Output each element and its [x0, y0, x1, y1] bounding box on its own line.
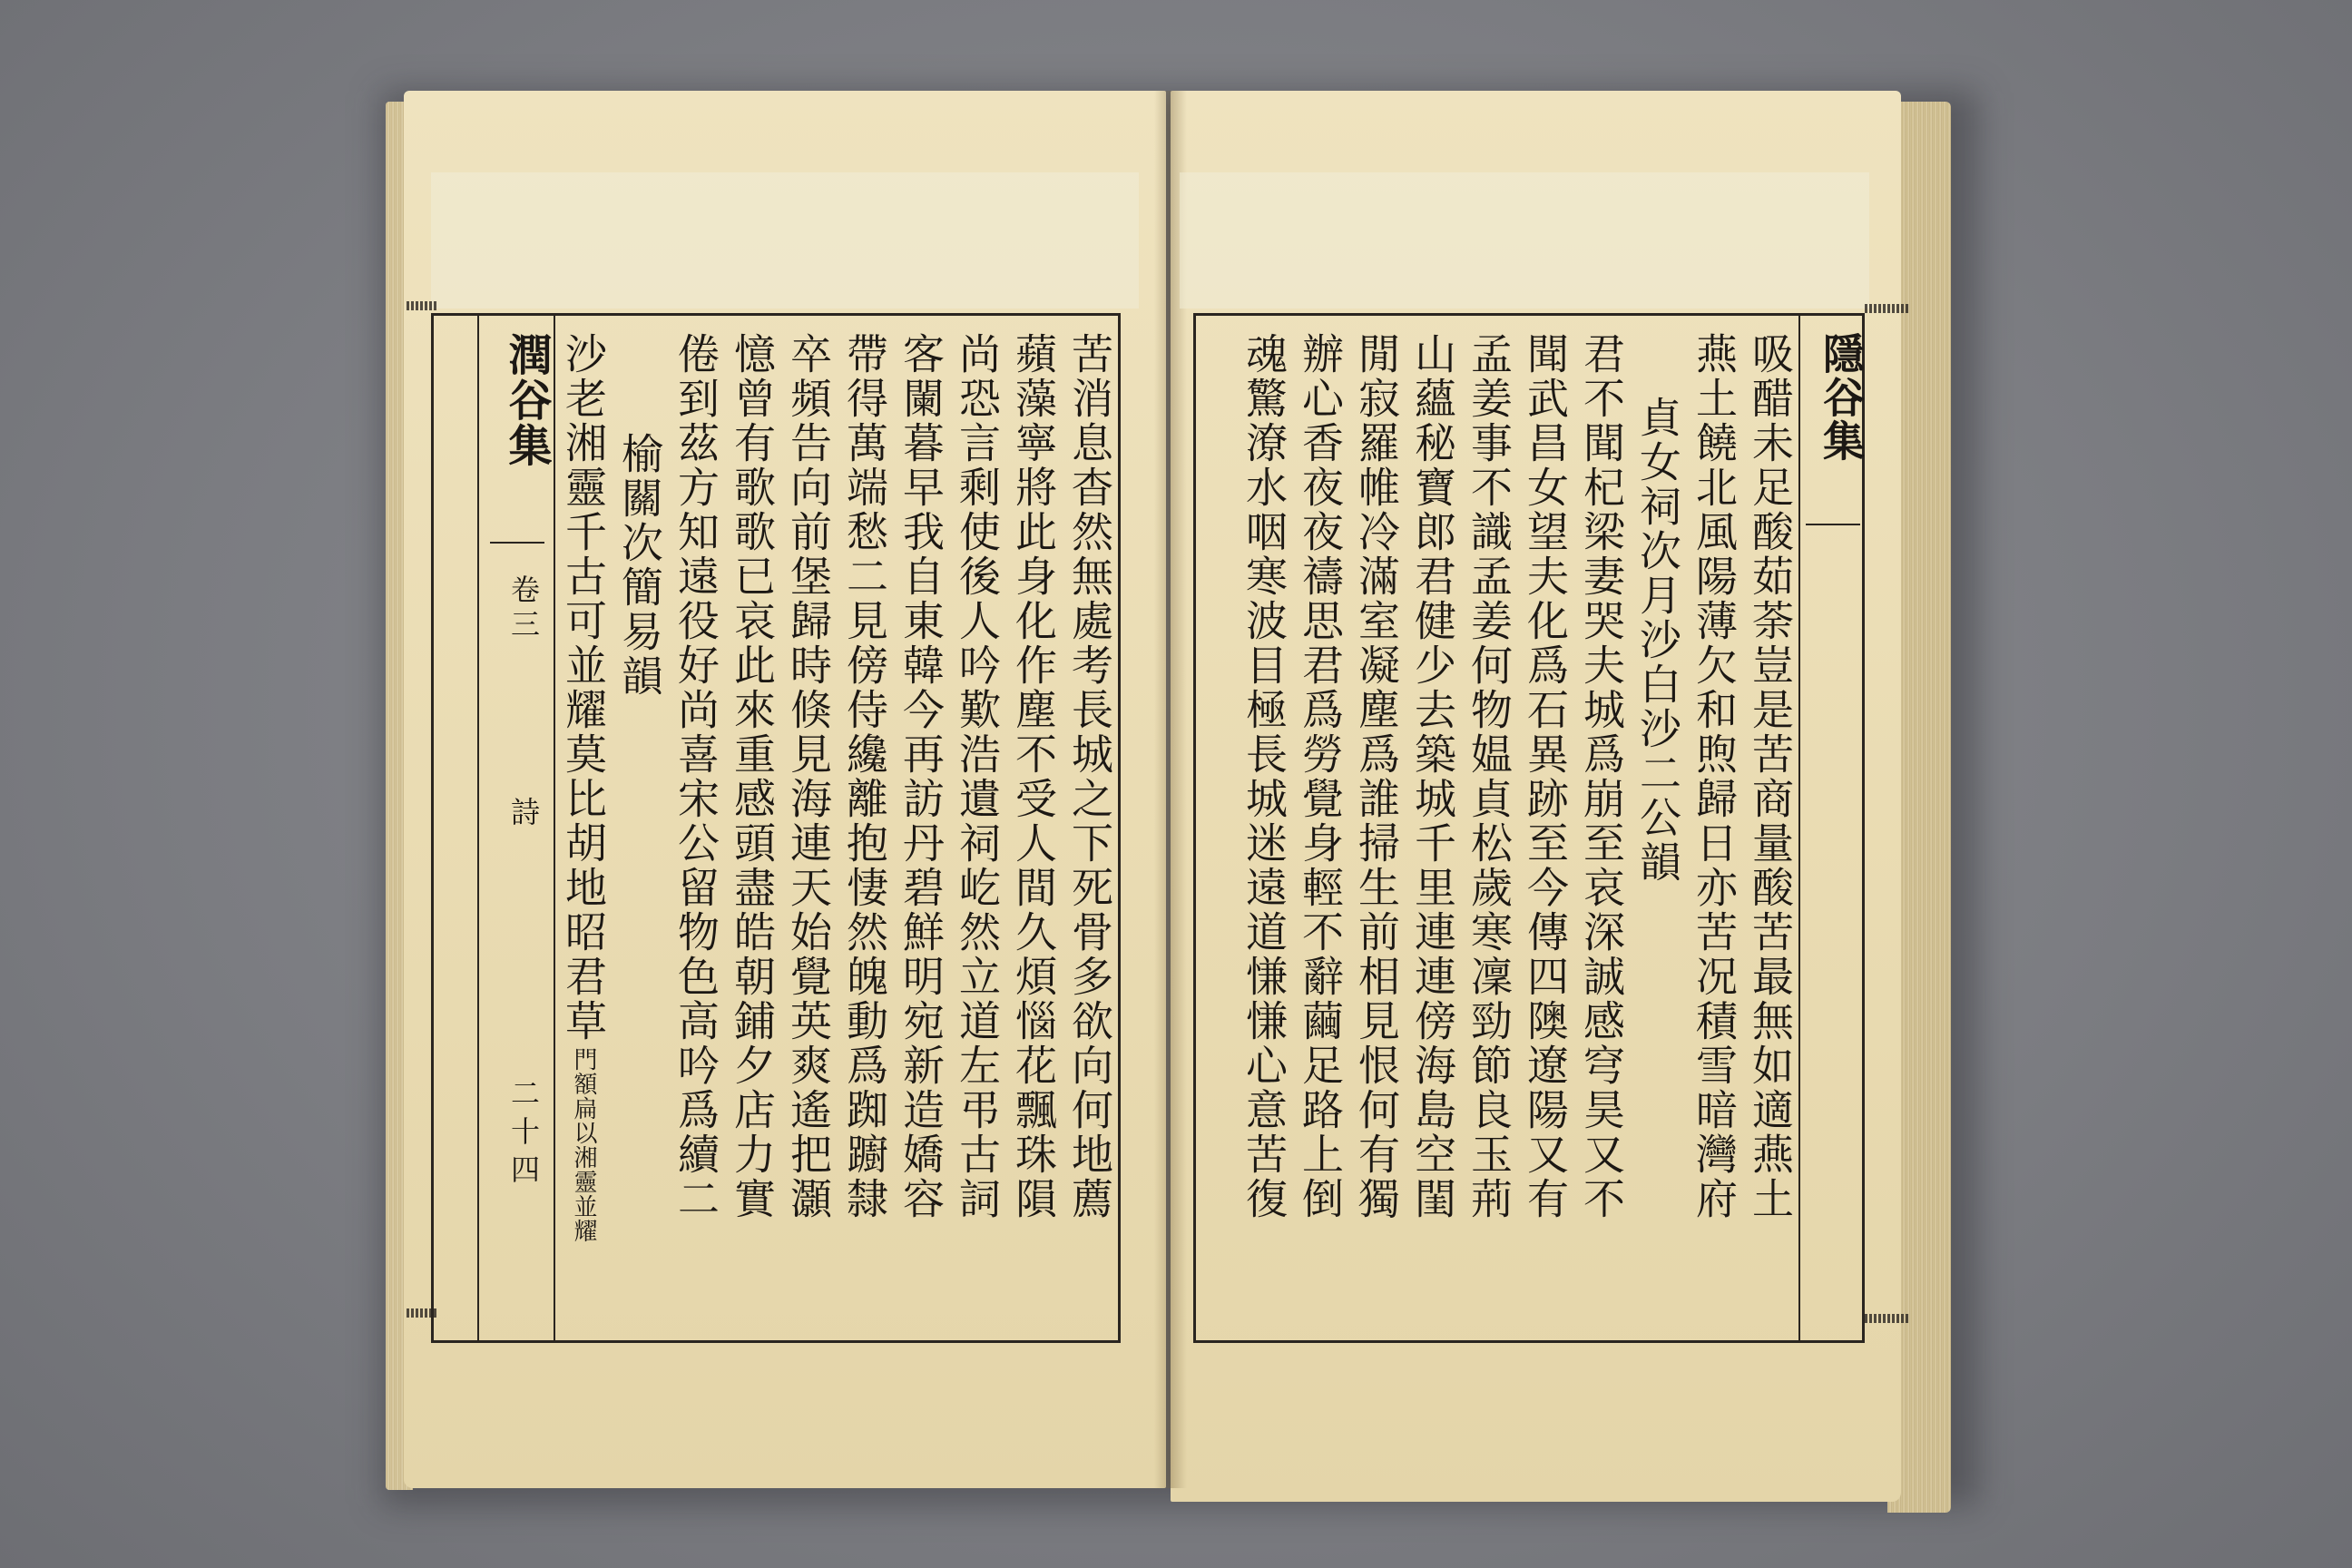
side-rule-right-bottom	[1865, 1314, 1910, 1323]
column-text: 孟姜事不識孟姜何物媪貞松歲寒凜勁節良玉荊	[1465, 332, 1514, 1221]
text-column	[1573, 316, 1630, 1340]
text-column	[1236, 316, 1292, 1340]
column-text: 燕土饒北風陽薄欠和煦歸日亦苦况積雪暗灣府	[1690, 332, 1739, 1221]
side-rule-left-top	[407, 301, 438, 310]
text-column	[1686, 316, 1742, 1340]
poem-title: 貞女祠次月沙白沙二公韻	[1633, 396, 1682, 885]
left-text-block	[431, 313, 1121, 1343]
text-column	[1517, 316, 1573, 1340]
column-text: 魂驚潦水咽寒波目極長城迷遠道慊慊心意苦復	[1240, 332, 1289, 1221]
collection-title: 隱谷集	[1817, 332, 1866, 463]
fishtail-mark	[490, 529, 544, 544]
text-column	[893, 316, 949, 1340]
poem-title: 榆關次簡易韻	[615, 432, 664, 699]
center-margin-left	[477, 316, 555, 1340]
page-number: 二十四	[506, 1078, 541, 1192]
column-text: 山蘊秘寶郎君健少去築城千里連連傍海島空閨	[1408, 332, 1457, 1221]
mount-strip-right	[1180, 172, 1869, 309]
text-column-with-note	[555, 316, 612, 1340]
text-column	[1405, 316, 1461, 1340]
column-text: 君不聞杞梁妻哭夫城爲崩至哀深誠感穹昊又不	[1577, 332, 1626, 1221]
volume-label: 卷三	[506, 574, 541, 643]
poem-title-column	[1630, 316, 1686, 1340]
side-rule-right-top	[1865, 304, 1910, 313]
column-text: 尚恐言剩使後人吟歎浩遺祠屹然立道左弔古詞	[953, 332, 1002, 1221]
column-text: 聞武昌女望夫化爲石異跡至今傳四隩遼陽又有	[1521, 332, 1570, 1221]
text-column	[1292, 316, 1348, 1340]
column-text: 閒寂羅帷冷滿室凝塵爲誰掃生前相見恨何有獨	[1352, 332, 1401, 1221]
column-text: 憶曾有歌歌已哀此來重感頭盡皓朝鋪夕店力實	[728, 332, 777, 1221]
center-margin-right	[1798, 316, 1866, 1340]
column-text: 苦消息杳然無處考長城之下死骨多欲向何地薦	[1065, 332, 1114, 1221]
column-text: 蘋藻寧將此身化作塵不受人間久煩惱花飄珠隕	[1009, 332, 1058, 1221]
column-text: 卒頻告向前堡歸時倏見海連天始覺英爽遙把灝	[784, 332, 833, 1221]
collection-title: 潤谷集	[501, 332, 552, 468]
annotation-note: 門額扁以湘靈並耀	[570, 1047, 597, 1243]
text-column	[1461, 316, 1517, 1340]
column-text: 辦心香夜夜禱思君爲勞覺身輕不辭繭足路上倒	[1296, 332, 1345, 1221]
text-column	[1742, 316, 1798, 1340]
column-text: 倦到茲方知遠役好尚喜宋公留物色高吟爲續二	[671, 332, 720, 1221]
column-text: 帶得萬端愁二見傍侍纔離抱悽然魄動爲踟躕隸	[840, 332, 889, 1221]
right-text-block	[1193, 313, 1865, 1343]
text-column	[949, 316, 1005, 1340]
text-column	[1348, 316, 1405, 1340]
text-column	[780, 316, 837, 1340]
text-column	[1062, 316, 1118, 1340]
column-text: 吸醋未足酸茹荼豈是苦商量酸苦最無如適燕土	[1746, 332, 1795, 1221]
fishtail-mark	[1806, 511, 1860, 525]
mount-strip-left	[431, 172, 1139, 309]
genre-label: 詩	[506, 797, 541, 826]
text-column	[724, 316, 780, 1340]
text-column	[837, 316, 893, 1340]
text-column	[668, 316, 724, 1340]
column-text: 沙老湘靈千古可並耀莫比胡地昭君草	[559, 332, 608, 1044]
text-column	[1005, 316, 1062, 1340]
poem-title-column	[612, 316, 668, 1340]
column-text: 客闌暮早我自東韓今再訪丹碧鮮明宛新造嬌容	[897, 332, 946, 1221]
